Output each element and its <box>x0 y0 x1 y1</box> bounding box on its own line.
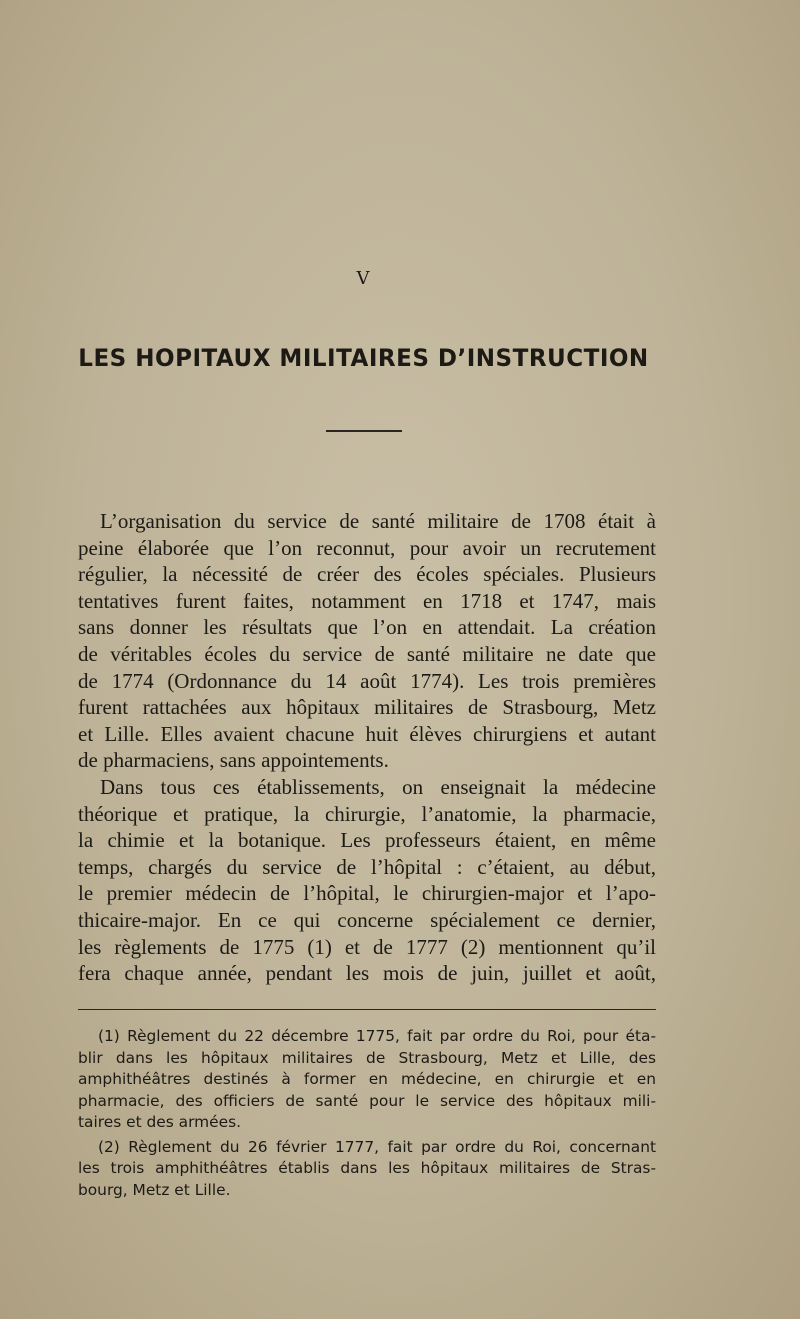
footnote-line: (1) Règlement du 22 décembre 1775, fait par ordre du Roi, pour éta- <box>98 1027 656 1045</box>
text-line: thicaire-major. En ce qui concerne spécialement ce dernier, <box>78 907 656 932</box>
text-line: sans donner les résultats que l’on en attendait. La création <box>78 615 656 640</box>
body-text <box>78 508 656 987</box>
footnote-line: taires et des armées. <box>78 1113 241 1131</box>
text-line: tentatives furent faites, notamment en 1718 et 1747, mais <box>78 588 656 613</box>
footnote-line: les trois amphithéâtres établis dans les hôpitaux militaires de Stras- <box>78 1159 656 1177</box>
text-line: et Lille. Elles avaient chacune huit élèves chirurgiens et autant <box>78 721 656 746</box>
footnote-rule <box>78 1009 656 1010</box>
footnote-line: pharmacie, des officiers de santé pour le service des hôpitaux mili- <box>78 1091 656 1110</box>
footnote-line: (2) Règlement du 26 février 1777, fait par ordre du Roi, concernant <box>98 1137 656 1156</box>
footnotes <box>78 1026 656 1204</box>
text-line: Dans tous ces établissements, on enseignait la médecine <box>100 774 656 799</box>
text-line: L’organisation du service de santé militaire de 1708 était à <box>100 509 656 533</box>
text-line: régulier, la nécessité de créer des écoles spéciales. Plusieurs <box>78 562 656 587</box>
text-line: de 1774 (Ordonnance du 14 août 1774). Les trois premières <box>78 668 656 693</box>
text-line: le premier médecin de l’hôpital, le chirurgien-major et l’apo- <box>78 881 656 906</box>
title-rule <box>326 430 402 432</box>
footnote-line: bourg, Metz et Lille. <box>78 1180 231 1199</box>
paragraph-1 <box>78 508 656 774</box>
text-line: peine élaborée que l’on reconnut, pour avoir un recrutement <box>78 535 656 560</box>
footnote-1 <box>78 1026 656 1134</box>
text-line: de pharmaciens, sans appointements. <box>78 748 389 773</box>
text-line: de véritables écoles du service de santé militaire ne date que <box>78 641 656 666</box>
text-line: temps, chargés du service de l’hôpital : c’étaient, au début, <box>78 854 656 879</box>
footnote-2 <box>78 1137 656 1202</box>
chapter-title: LES HOPITAUX MILITAIRES D’INSTRUCTION <box>78 344 649 372</box>
footnote-line: blir dans les hôpitaux militaires de Strasbourg, Metz et Lille, des <box>78 1048 656 1067</box>
text-line: furent rattachées aux hôpitaux militaires de Strasbourg, Metz <box>78 695 656 720</box>
text-line: fera chaque année, pendant les mois de juin, juillet et août, <box>78 961 656 986</box>
text-line: la chimie et la botanique. Les professeurs étaient, en même <box>78 828 656 853</box>
text-line: théorique et pratique, la chirurgie, l’anatomie, la pharmacie, <box>78 801 656 826</box>
text-line: les règlements de 1775 (1) et de 1777 (2) mentionnent qu’il <box>78 934 656 959</box>
paragraph-2 <box>78 774 656 987</box>
footnote-line: amphithéâtres destinés à former en médecine, en chirurgie et en <box>78 1070 656 1088</box>
chapter-number: V <box>356 268 371 289</box>
